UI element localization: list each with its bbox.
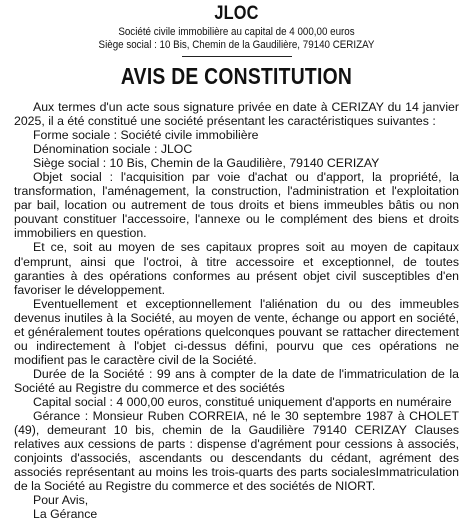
objet-social-paragraph: Objet social : l'acquisition par voie d'achat ou d'apport, la propriété, la transformation, l'aménagement, la construction, l'administration et l'exploitation par bail, location ou autrement de tous droits et biens immeubles bâtis ou non pouvant constituer l'accessoire, l'annexe ou le complément des biens et droits immobiliers en question. bbox=[14, 170, 459, 241]
signature-gerance: La Gérance bbox=[33, 507, 98, 521]
header-divider bbox=[182, 56, 292, 57]
company-capital-line: Société civile immobilière au capital de 4 000,00 euros bbox=[118, 26, 355, 38]
intro-paragraph: Aux termes d'un acte sous signature privée en date à CERIZAY du 14 janvier 2025, il a été constitué une société présentant les caractéristiques suivantes : bbox=[14, 100, 459, 129]
alienation-paragraph: Eventuellement et exceptionnellement l'aliénation du ou des immeubles devenus inutiles à la Société, au moyen de vente, échange ou apport en société, et généralement toutes opérations quelconques pouvant se rattacher directement ou indirectement à l'objet ci-dessus défini, pourvu que ces opérations ne modifient pas le caractère civil de la Société. bbox=[14, 296, 459, 367]
notice-title: AVIS DE CONSTITUTION bbox=[120, 63, 353, 89]
duree-paragraph: Durée de la Société : 99 ans à compter de la date de l'immatriculation de la Société au Registre du commerce et des sociétés bbox=[14, 366, 459, 395]
company-siege-line: Siège social : 10 Bis, Chemin de la Gaudilière, 79140 CERIZAY bbox=[98, 39, 375, 51]
siege-social-line: Siège social : 10 Bis, Chemin de la Gaudilière, 79140 CERIZAY bbox=[33, 156, 380, 171]
capital-social-paragraph: Capital social : 4 000,00 euros, constitué uniquement d'apports en numéraire bbox=[33, 394, 452, 409]
capitaux-paragraph: Et ce, soit au moyen de ses capitaux propres soit au moyen de capitaux d'emprunt, ainsi que l'octroi, à titre accessoire et exceptionnel, de toutes garanties à des opérations conformes au présent objet civil susceptibles d'en favoriser le développement. bbox=[14, 240, 459, 297]
forme-sociale-line: Forme sociale : Société civile immobilière bbox=[33, 128, 259, 143]
gerance-paragraph: Gérance : Monsieur Ruben CORREIA, né le 30 septembre 1987 à CHOLET (49), demeurant 10 bis, chemin de la Gaudilière 79140 CERIZAY Clauses relatives aux cessions de parts : dispense d'agrément pour cessions à associés, conjoints d'associés, ascendants ou descendants du cédant, agrément des associés représentant au moins les trois-quarts des parts socialesImmatriculation de la Société au Registre du commerce et des sociétés de NIORT. bbox=[14, 409, 459, 494]
denomination-line: Dénomination sociale : JLOC bbox=[33, 142, 193, 157]
notice-body bbox=[14, 100, 459, 493]
company-name: JLOC bbox=[214, 3, 259, 24]
signature-pour-avis: Pour Avis, bbox=[33, 493, 89, 508]
